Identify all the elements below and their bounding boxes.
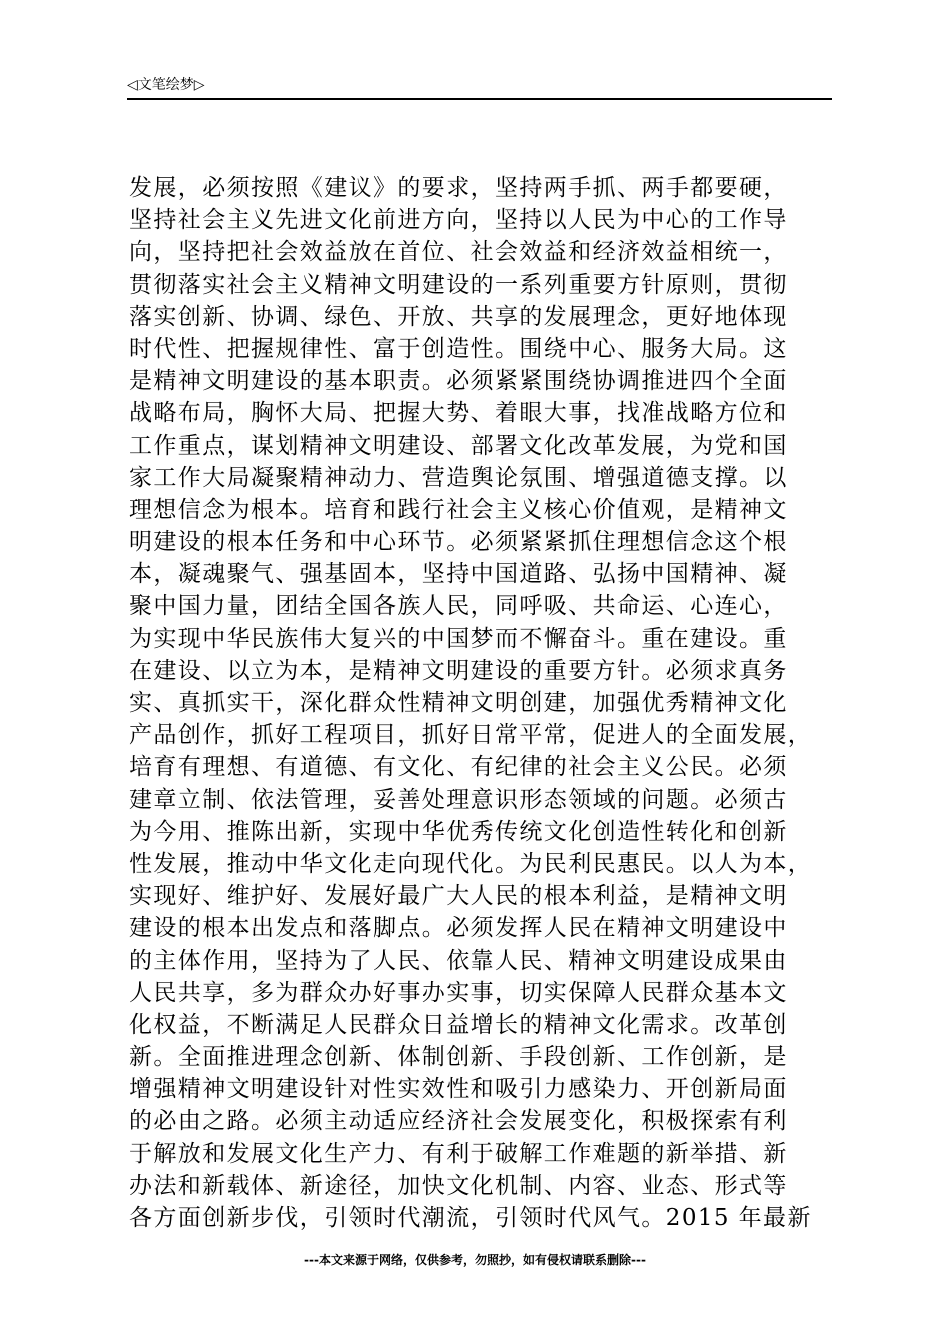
body-line: 产品创作，抓好工程项目，抓好日常平常，促进人的全面发展， (129, 722, 813, 749)
body-line: 的主体作用，坚持为了人民、依靠人民、精神文明建设成果由 (129, 947, 788, 974)
body-line: 性发展，推动中华文化走向现代化。为民利民惠民。以人为本， (129, 850, 813, 877)
body-line: 建设的根本出发点和落脚点。必须发挥人民在精神文明建设中 (129, 915, 788, 942)
page-header (127, 70, 832, 100)
body-line: 为实现中华民族伟大复兴的中国梦而不懈奋斗。重在建设。重 (129, 625, 788, 652)
document-body (129, 172, 834, 1234)
body-line: 明建设的根本任务和中心环节。必须紧紧抓住理想信念这个根 (129, 529, 788, 556)
body-line: 时代性、把握规律性、富于创造性。围绕中心、服务大局。这 (129, 335, 788, 362)
body-line: 化权益，不断满足人民群众日益增长的精神文化需求。改革创 (129, 1011, 788, 1038)
body-line: 各方面创新步伐，引领时代潮流，引领时代风气。2015 年最新 (129, 1205, 812, 1231)
body-line: 工作重点，谋划精神文明建设、部署文化改革发展，为党和国 (129, 432, 788, 459)
body-line: 是精神文明建设的基本职责。必须紧紧围绕协调推进四个全面 (129, 368, 788, 395)
body-line: 办法和新载体、新途径，加快文化机制、内容、业态、形式等 (129, 1172, 788, 1199)
header-title: ◁文笔绘梦▷ (127, 77, 205, 93)
body-line: 的必由之路。必须主动适应经济社会发展变化，积极探索有利 (129, 1108, 788, 1135)
body-line: 向，坚持把社会效益放在首位、社会效益和经济效益相统一， (129, 239, 788, 266)
body-line: 理想信念为根本。培育和践行社会主义核心价值观，是精神文 (129, 496, 788, 523)
body-line: 发展，必须按照《建议》的要求，坚持两手抓、两手都要硬， (129, 175, 788, 201)
body-line: 培育有理想、有道德、有文化、有纪律的社会主义公民。必须 (129, 754, 788, 781)
body-line: 为今用、推陈出新，实现中华优秀传统文化创造性转化和创新 (129, 818, 788, 845)
body-line: 建章立制、依法管理，妥善处理意识形态领域的问题。必须古 (129, 786, 788, 813)
body-line: 家工作大局凝聚精神动力、营造舆论氛围、增强道德支撑。以 (129, 464, 788, 491)
body-line: 于解放和发展文化生产力、有利于破解工作难题的新举措、新 (129, 1140, 788, 1167)
body-line: 贯彻落实社会主义精神文明建设的一系列重要方针原则，贯彻 (129, 271, 788, 298)
body-line: 坚持社会主义先进文化前进方向，坚持以人民为中心的工作导 (129, 207, 788, 234)
body-line: 实现好、维护好、发展好最广大人民的根本利益，是精神文明 (129, 883, 788, 910)
body-line: 落实创新、协调、绿色、开放、共享的发展理念，更好地体现 (129, 303, 788, 330)
body-line: 本，凝魂聚气、强基固本，坚持中国道路、弘扬中国精神、凝 (129, 561, 788, 588)
body-line: 增强精神文明建设针对性实效性和吸引力感染力、开创新局面 (129, 1076, 788, 1103)
body-line: 人民共享，多为群众办好事办实事，切实保障人民群众基本文 (129, 979, 788, 1006)
page-footer: ---本文来源于网络，仅供参考，勿照抄，如有侵权请联系删除--- (304, 1253, 646, 1267)
body-line: 战略布局，胸怀大局、把握大势、着眼大事，找准战略方位和 (129, 400, 788, 427)
body-line: 新。全面推进理念创新、体制创新、手段创新、工作创新，是 (129, 1044, 788, 1071)
body-line: 实、真抓实干，深化群众性精神文明创建，加强优秀精神文化 (129, 690, 788, 716)
body-line: 在建设、以立为本，是精神文明建设的重要方针。必须求真务 (129, 657, 788, 684)
body-line: 聚中国力量，团结全国各族人民，同呼吸、共命运、心连心， (129, 593, 788, 620)
